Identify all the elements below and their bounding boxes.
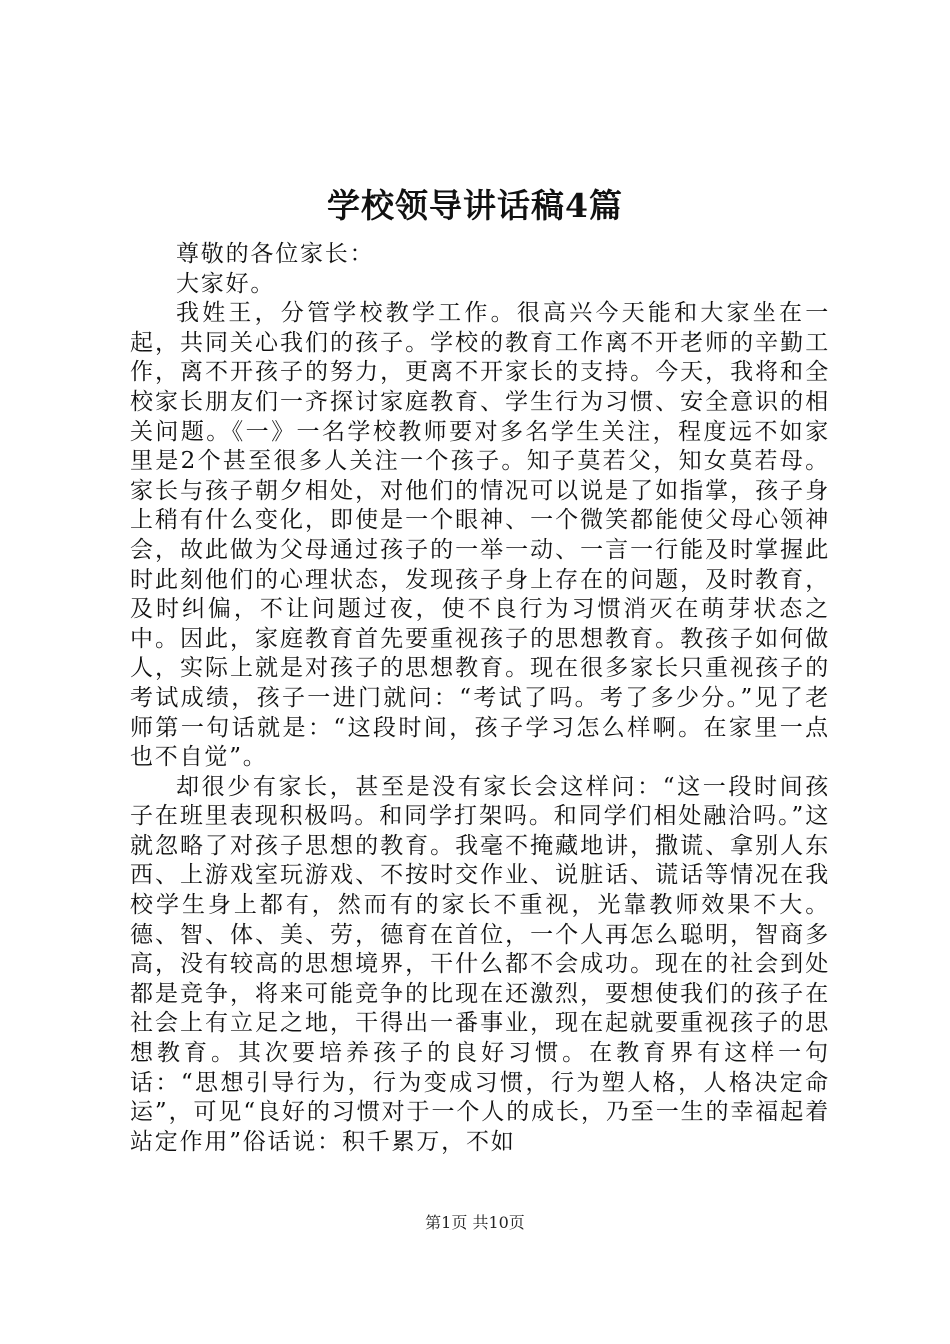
body-paragraph: 我姓王，分管学校教学工作。很高兴今天能和大家坐在一起，共同关心我们的孩子。学校的教育工作离不开老师的辛勤工作，离不开孩子的努力，更离不开家长的支持。今天，我将和全校家长朋友们一齐探讨家庭教育、学生行为习惯、安全意识的相关问题。《一》一名学校教师要对多名学生关注，程度远不如家里是2个甚至很多人关注一个孩子。知子莫若父，知女莫若母。家长与孩子朝夕相处，对他们的情况可以说是了如指掌，孩子身上稍有什么变化，即使是一个眼神、一个微笑都能使父母心领神会，故此做为父母通过孩子的一举一动、一言一行能及时掌握此时此刻他们的心理状态，发现孩子身上存在的问题，及时教育，及时纠偏，不让问题过夜，使不良行为习惯消灭在萌芽状态之中。因此，家庭教育首先要重视孩子的思想教育。教孩子如何做人，实际上就是对孩子的思想教育。现在很多家长只重视孩子的考试成绩，孩子一进门就问：“考试了吗。考了多少分。”见了老师第一句话就是：“这段时间，孩子学习怎么样啊。在家里一点也不自觉”。 xyxy=(130,300,830,771)
salutation-paragraph: 尊敬的各位家长： xyxy=(176,241,375,267)
document-title: 学校领导讲话稿4篇 xyxy=(327,186,623,225)
document-body xyxy=(130,240,830,1157)
page-number-footer: 第1页 共10页 xyxy=(425,1213,525,1232)
body-paragraph: 却很少有家长，甚至是没有家长会这样问：“这一段时间孩子在班里表现积极吗。和同学打架吗。和同学们相处融洽吗。”这就忽略了对孩子思想的教育。我毫不掩藏地讲，撒谎、拿别人东西、上游戏室玩游戏、不按时交作业、说脏话、谎话等情况在我校学生身上都有，然而有的家长不重视，光靠教师效果不大。德、智、体、美、劳，德育在首位，一个人再怎么聪明，智商多高，没有较高的思想境界，干什么都不会成功。现在的社会到处都是竞争，将来可能竞争的比现在还激烈，要想使我们的孩子在社会上有立足之地，干得出一番事业，现在起就要重视孩子的思想教育。其次要培养孩子的良好习惯。在教育界有这样一句话：“思想引导行为，行为变成习惯，行为塑人格，人格决定命运”，可见“良好的习惯对于一个人的成长，乃至一生的幸福起着站定作用”俗话说：积千累万，不如 xyxy=(130,773,830,1155)
greeting-paragraph: 大家好。 xyxy=(176,270,276,297)
